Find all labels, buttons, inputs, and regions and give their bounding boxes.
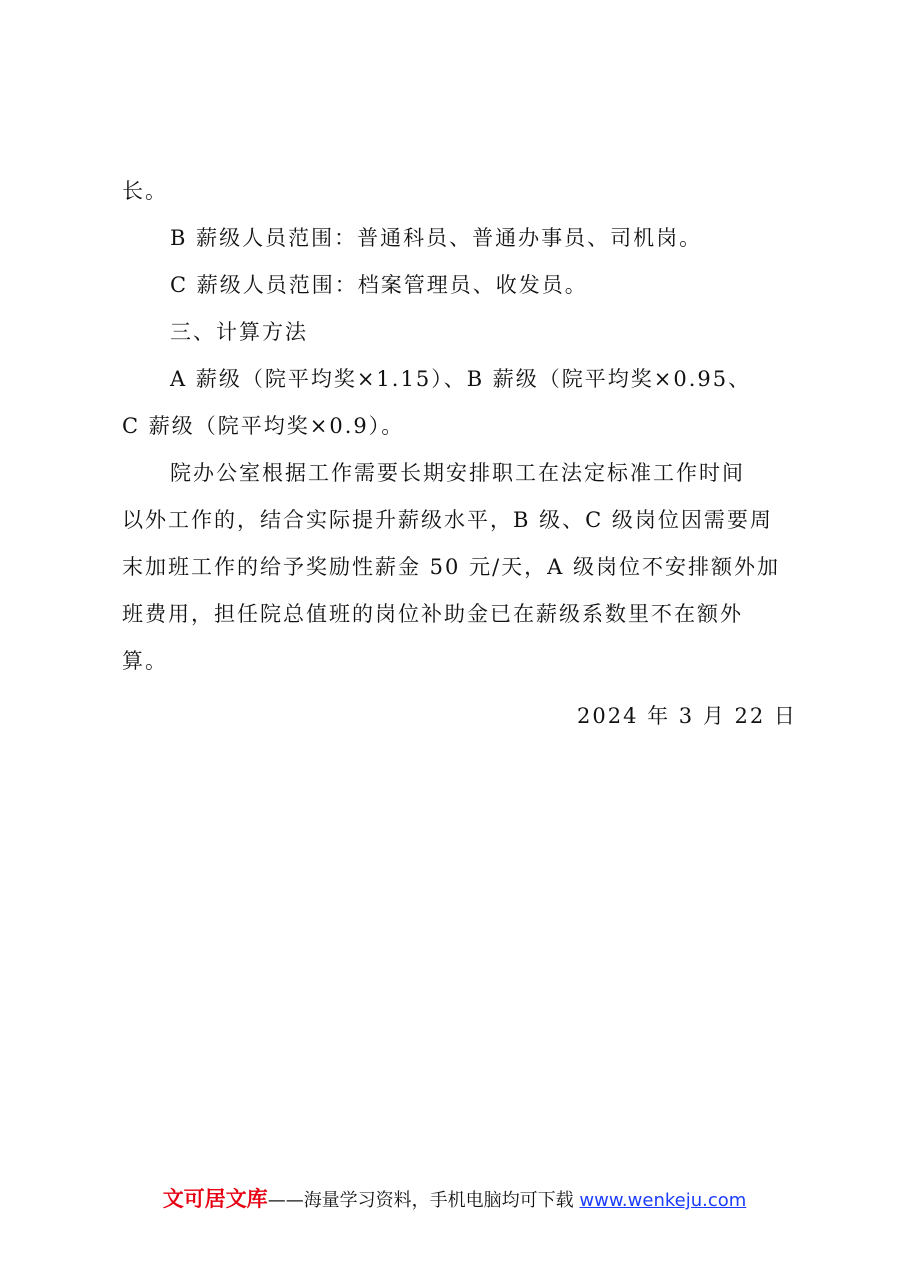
paragraph-line: 算。 (122, 649, 168, 673)
footer-link[interactable]: www.wenkeju.com (579, 1190, 747, 1211)
footer-slogan: ——海量学习资料，手机电脑均可下载 (267, 1190, 574, 1211)
document-date: 2024 年 3 月 22 日 (577, 704, 797, 728)
paragraph-line: 末加班工作的给予奖励性薪金 50 元/天，A 级岗位不安排额外加 (122, 555, 780, 579)
paragraph-line: 以外工作的，结合实际提升薪级水平，B 级、C 级岗位因需要周 (122, 508, 773, 532)
footer-banner (0, 1183, 909, 1213)
paragraph-line: A 薪级（院平均奖×1.15）、B 薪级（院平均奖×0.95、 (170, 367, 752, 391)
paragraph-line: 班费用，担任院总值班的岗位补助金已在薪级系数里不在额外 (122, 602, 743, 626)
paragraph-line: C 薪级（院平均奖×0.9）。 (122, 414, 405, 438)
paragraph-line: B 薪级人员范围：普通科员、普通办事员、司机岗。 (170, 226, 703, 250)
paragraph-line: 长。 (122, 179, 168, 203)
footer-brand: 文可居文库 (162, 1187, 268, 1211)
section-heading: 三、计算方法 (170, 320, 308, 344)
paragraph-line: 院办公室根据工作需要长期安排职工在法定标准工作时间 (170, 461, 745, 485)
paragraph-line: C 薪级人员范围：档案管理员、收发员。 (170, 273, 588, 297)
